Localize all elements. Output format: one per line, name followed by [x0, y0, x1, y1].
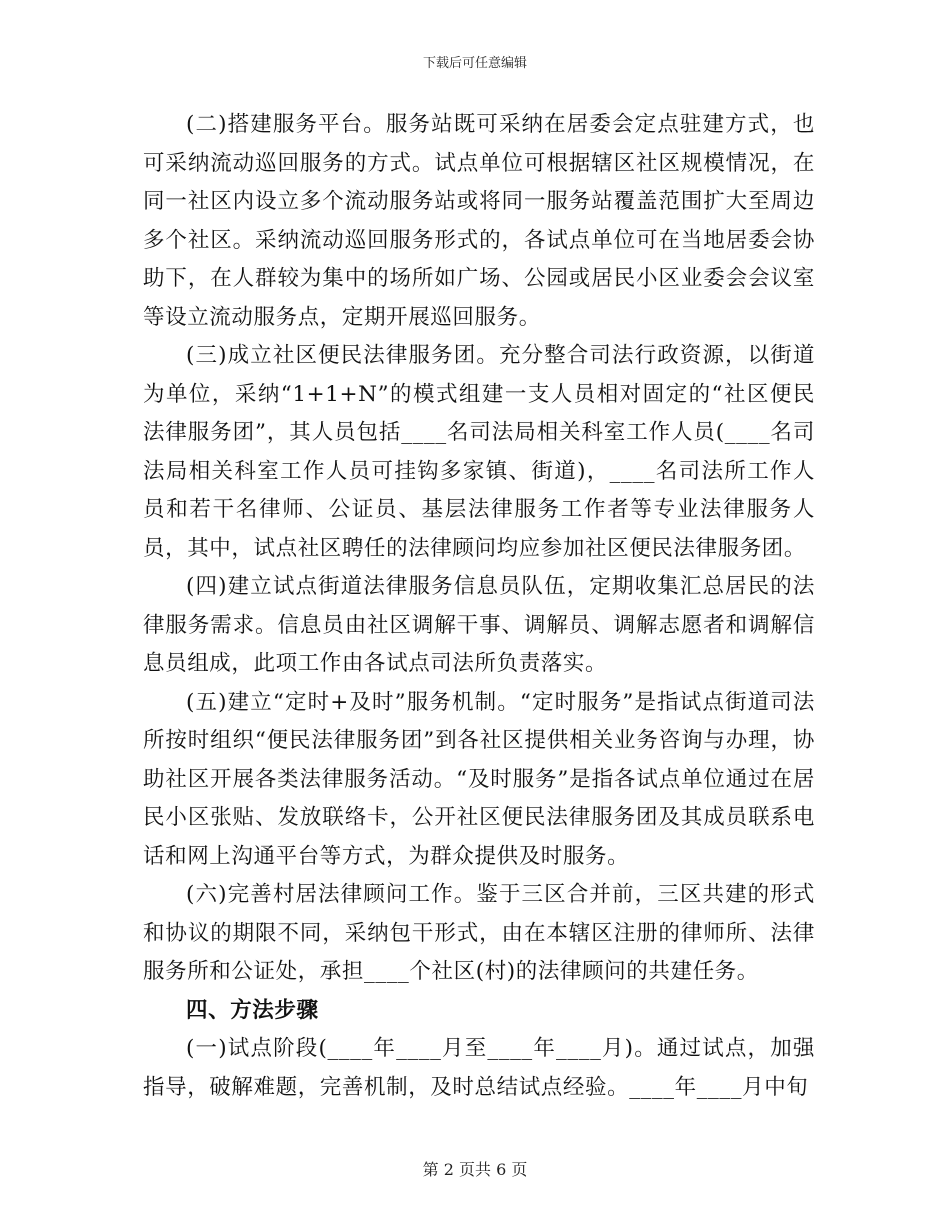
paragraph-pilot-stage: (一)试点阶段(____年____月至____年____月)。通过试点，加强指导，破解难题，完善机制，及时总结试点经验。____年____月中旬	[143, 1036, 815, 1100]
paragraph-legal-service-group: (三)成立社区便民法律服务团。充分整合司法行政资源，以街道为单位，采纳“1+1+N”的模式组建一支人员相对固定的“社区便民法律服务团”，其人员包括____名司法局相关科室工作人员(____名司法局相关科室工作人员可挂钩多家镇、街道)，____名司法所工作人员和若干名律师、公证员、基层法律服务工作者等专业法律服务人员，其中，试点社区聘任的法律顾问均应参加社区便民法律服务团。	[143, 343, 815, 561]
paragraph-information-officers: (四)建立试点街道法律服务信息员队伍，定期收集汇总居民的法律服务需求。信息员由社区调解干事、调解员、调解志愿者和调解信息员组成，此项工作由各试点司法所负责落实。	[143, 574, 815, 676]
page-indicator: 第 2 页共 6 页	[422, 1160, 528, 1179]
document-body	[143, 106, 815, 1107]
paragraph-service-mechanism: (五)建立“定时+及时”服务机制。“定时服务”是指试点街道司法所按时组织“便民法律服务团”到各社区提供相关业务咨询与办理，协助社区开展各类法律服务活动。“及时服务”是指各试点单位通过在居民小区张贴、发放联络卡，公开社区便民法律服务团及其成员联系电话和网上沟通平台等方式，为群众提供及时服务。	[143, 689, 815, 869]
header-note: 下载后可任意编辑	[422, 56, 527, 71]
section-heading: 四、方法步骤	[186, 997, 319, 1023]
paragraph-legal-advisor: (六)完善村居法律顾问工作。鉴于三区合并前，三区共建的形式和协议的期限不同，采纳包干形式，由在本辖区注册的律师所、法律服务所和公证处，承担____个社区(村)的法律顾问的共建任务。	[143, 882, 815, 984]
paragraph-service-platform: (二)搭建服务平台。服务站既可采纳在居委会定点驻建方式，也可采纳流动巡回服务的方式。试点单位可根据辖区社区规模情况，在同一社区内设立多个流动服务站或将同一服务站覆盖范围扩大至周边多个社区。采纳流动巡回服务形式的，各试点单位可在当地居委会协助下，在人群较为集中的场所如广场、公园或居民小区业委会会议室等设立流动服务点，定期开展巡回服务。	[143, 112, 815, 330]
